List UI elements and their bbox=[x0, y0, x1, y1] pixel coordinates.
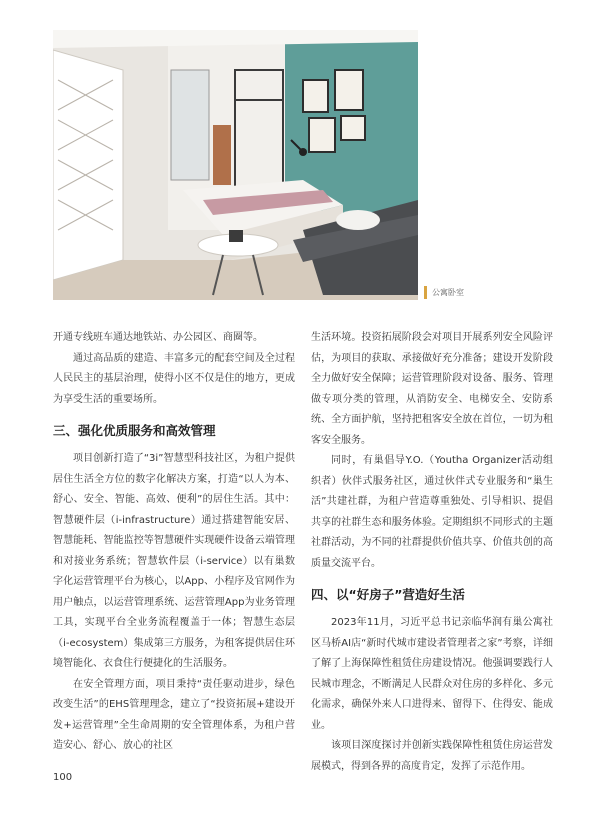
left-paragraph-3: 项目创新打造了“3i”智慧型科技社区，为租户提供居住生活全方位的数字化解决方案，打造“以人为本、舒心、安全、智能、高效、便利”的居住生活。其中：智慧硬件层（i-infrastructure）通过搭建智能安居、智慧能耗、智能监控等智慧硬件实现硬件设备云端管理和对接业务系统；智慧软件层（i-service）以有巢数字化运营管理平台为核心，以App、小程序及官网作为用户触点，以运营管理系统、运营管理App为业务管理工具，实现平台全业务流程覆盖于一体；智慧生态层（i-ecosystem）集成第三方服务，为租客提供居住环境智能化、衣食住行便捷化的生活服务。 bbox=[53, 453, 295, 669]
bedroom-photo bbox=[53, 30, 418, 300]
section-heading-3: 三、强化优质服务和高效管理 bbox=[53, 423, 216, 438]
photo-caption-text: 公寓卧室 bbox=[432, 287, 464, 297]
left-paragraph-4: 在安全管理方面，项目秉持“责任驱动进步，绿色改变生活”的EHS管理理念，建立了“投资拓展+建设开发+运营管理”全生命周期的安全管理体系，为租户营造安心、舒心、放心的社区 bbox=[53, 678, 295, 751]
section-heading-4: 四、以“好房子”营造好生活 bbox=[311, 587, 465, 602]
left-paragraph-2: 通过高品质的建造、丰富多元的配套空间及全过程人民民主的基层治理，使得小区不仅是住的地方，更成为享受生活的重要场所。 bbox=[53, 352, 295, 405]
page-number: 100 bbox=[53, 772, 73, 783]
right-paragraph-2: 同时，有巢倡导Y.O.（Youtha Organizer活动组织者）伙伴式服务社区，通过伙伴式专业服务和“巢生活”共建社群，为租户营造尊重独处、引导相识、提倡共享的社群生态和服务体验。定期组织不同形式的主题社群活动，为不同的社群提供价值共享、价值共创的高质量交流平台。 bbox=[311, 455, 553, 569]
left-column bbox=[53, 328, 295, 757]
left-paragraph-1: 开通专线班车通达地铁站、办公园区、商圈等。 bbox=[53, 332, 263, 343]
right-column bbox=[311, 328, 553, 777]
right-paragraph-1: 生活环境。投资拓展阶段会对项目开展系列安全风险评估，为项目的获取、承接做好充分准备；建设开发阶段全力做好安全保障；运营管理阶段对设备、服务、管理做专项分类的管理，从消防安全、电梯安全、安防系统、全方面护航，坚持把租客安全放在首位，一切为租客安全服务。 bbox=[311, 332, 553, 446]
right-paragraph-4: 该项目深度探讨并创新实践保障性租赁住房运营发展模式，得到各界的高度肯定，发挥了示范作用。 bbox=[311, 740, 553, 772]
right-paragraph-3: 2023年11月，习近平总书记亲临华润有巢公寓社区马桥AI店“新时代城市建设者管理者之家”考察，详细了解了上海保障性租赁住房建设情况。他强调要践行人民城市理念，不断满足人民群众对住房的多样化、多元化需求，确保外来人口进得来、留得下、住得安、能成业。 bbox=[311, 617, 553, 731]
caption-accent-bar bbox=[424, 286, 427, 299]
photo-caption bbox=[424, 284, 484, 300]
